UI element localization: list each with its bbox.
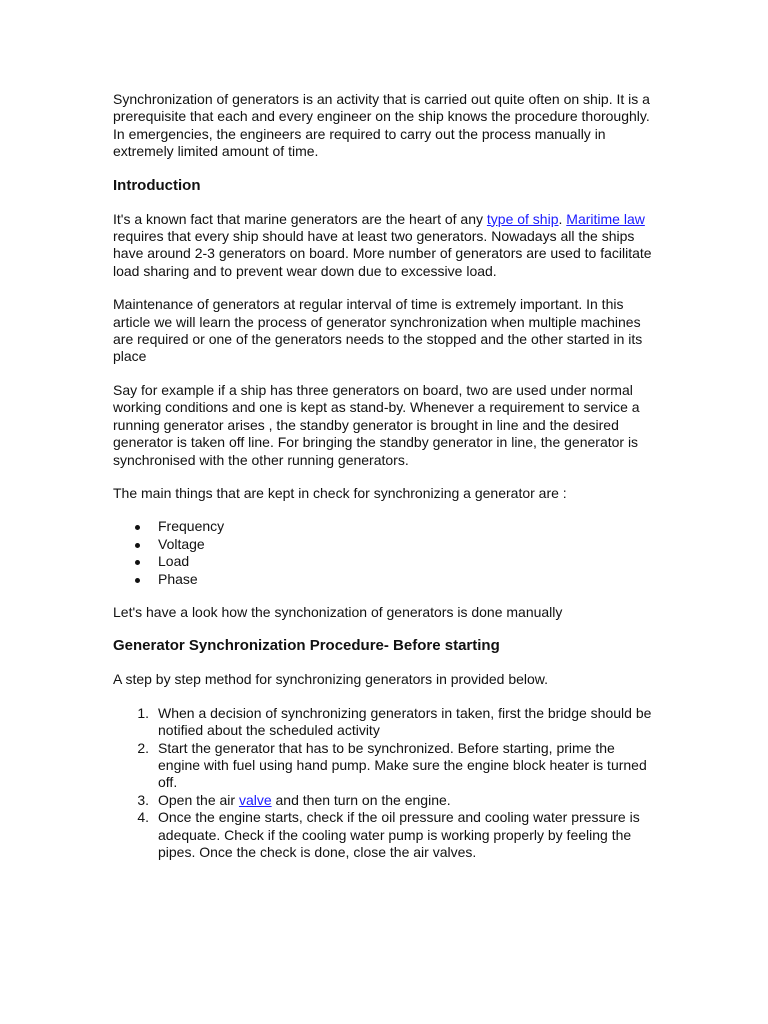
text-segment: It's a known fact that marine generators are the heart of any xyxy=(113,210,487,227)
valve-link[interactable]: valve xyxy=(238,791,272,808)
introduction-paragraph-2: Maintenance of generators at regular interval of time is extremely important. In this article we will learn the process of generator synchronization when multiple machines are required or one of the generators needs to the stopped and the other started in its place xyxy=(113,296,643,365)
maritime-law-link[interactable]: Maritime law xyxy=(566,210,645,227)
type-of-ship-link[interactable]: type of ship xyxy=(486,210,559,227)
step-text: When a decision of synchronizing generators in taken, first the bridge should be notified about the scheduled activity xyxy=(158,704,652,739)
list-item: Load xyxy=(113,553,658,570)
text-segment: requires that every ship should have at least two generators. Nowadays all the ships have around 2-3 generators on board. More number of generators are used to facilitate load sharing and to prevent wear down due to excessive load. xyxy=(113,228,652,279)
list-item xyxy=(113,809,658,861)
list-item xyxy=(113,705,658,740)
list-item: Frequency xyxy=(113,518,658,535)
introduction-paragraph-1 xyxy=(113,211,658,281)
step-number: 3. xyxy=(137,791,149,808)
check-list xyxy=(113,518,658,588)
list-item: Voltage xyxy=(113,536,658,553)
text-segment: Open the air xyxy=(158,791,239,808)
text-segment: . xyxy=(558,210,567,227)
introduction-paragraph-3: Say for example if a ship has three generators on board, two are used under normal working conditions and one is kept as stand-by. Whenever a requirement to service a running generator arises , the standby generator is brought in line and the desired generator is taken off line. For bringing the standby generator in line, the generator is synchronised with the other running generators. xyxy=(113,381,640,468)
article-body xyxy=(113,91,658,861)
procedure-intro: A step by step method for synchronizing generators in provided below. xyxy=(113,671,549,688)
introduction-heading: Introduction xyxy=(113,176,201,194)
step-text xyxy=(158,792,451,808)
procedure-heading: Generator Synchronization Procedure- Before starting xyxy=(113,637,500,655)
step-number: 1. xyxy=(137,704,149,721)
step-number: 4. xyxy=(137,809,149,826)
step-number: 2. xyxy=(137,739,149,756)
introduction-paragraph-4: The main things that are kept in check for synchronizing a generator are : xyxy=(113,484,567,501)
list-item: Phase xyxy=(113,571,658,588)
step-text: Once the engine starts, check if the oil pressure and cooling water pressure is adequate. Check if the cooling water pump is working properly by feeling the pipes. Once the check is done, close the air valves. xyxy=(158,809,640,860)
text-segment: and then turn on the engine. xyxy=(271,791,451,808)
list-item xyxy=(113,740,658,792)
intro-paragraph: Synchronization of generators is an activity that is carried out quite often on ship. It is a prerequisite that each and every engineer on the ship knows the procedure thoroughly. In emergencies, the engineers are required to carry out the process manually in extremely limited amount of time. xyxy=(113,91,650,160)
introduction-paragraph-5: Let's have a look how the synchonization of generators is done manually xyxy=(113,603,563,620)
step-text: Start the generator that has to be synchronized. Before starting, prime the engine with fuel using hand pump. Make sure the engine block heater is turned off. xyxy=(158,739,647,791)
list-item xyxy=(113,792,658,809)
procedure-steps xyxy=(113,705,658,862)
